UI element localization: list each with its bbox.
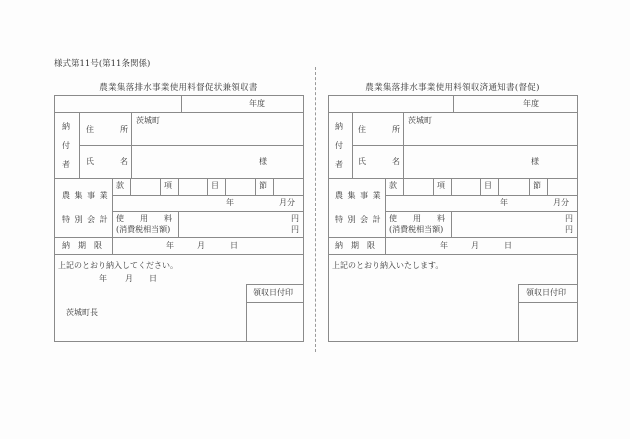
reminder-receipt-form [54,0,304,439]
payment-message: 上記のとおり納入いたします。 [332,261,444,270]
kou-label: 項 [164,181,172,190]
divider [480,178,481,195]
address-label-1: 住 [86,125,94,134]
divider [328,178,577,179]
divider [385,211,577,212]
table-border-left [54,95,55,342]
divider [451,178,452,195]
usage-fee-label: 使 用 料 [116,214,172,223]
moku-label: 目 [211,181,219,190]
kou-label: 項 [437,181,445,190]
divider [54,254,303,255]
receipt-stamp-label: 領収日付印 [526,288,566,297]
divider [453,95,454,112]
divider [112,178,113,254]
payer-label-2: 付 [335,141,343,150]
receipt-stamp-area [519,303,577,341]
payer-label-1: 納 [335,122,343,131]
tax-label: (消費税相当額) [389,225,444,234]
yen-label-2: 円 [291,225,299,234]
divider [255,178,256,195]
table-border-bottom [328,341,577,342]
form-title: 農業集落排水事業使用料領収済通知書(督促) [365,83,540,93]
address-label-1: 住 [358,125,366,134]
payer-label-2: 付 [62,141,70,150]
due-date-label: 納 期 限 [335,241,375,250]
yen-label-1: 円 [291,214,299,223]
divider [328,237,577,238]
table-border-left [328,95,329,342]
divider [54,112,303,113]
special-account-label-1: 農 集 事 業 [335,191,382,200]
moku-label: 目 [484,181,492,190]
divider [352,145,577,146]
divider [112,211,303,212]
divider [518,284,577,285]
fiscal-year-label: 年度 [249,99,265,108]
divider [328,112,577,113]
yen-label-2: 円 [565,225,573,234]
due-day: 日 [230,241,238,250]
divider [178,211,179,237]
due-month: 月 [471,241,479,250]
fiscal-year-label: 年度 [523,99,539,108]
kan-label: 款 [389,181,397,190]
usage-fee-label: 使 用 料 [389,214,445,223]
divider [498,178,499,195]
period-month-label: 月分 [279,198,295,207]
divider [433,178,434,195]
due-year: 年 [166,241,174,250]
period-year-label: 年 [226,198,234,207]
name-label-1: 氏 [86,157,94,166]
address-field[interactable]: 茨城町 [136,116,160,125]
divider [112,195,303,196]
divider [178,178,179,195]
divider [273,178,274,195]
setsu-label: 節 [533,181,541,190]
issuer-name: 茨城町長 [66,308,98,317]
special-account-label-2: 特 別 会 計 [62,215,109,224]
divider [385,178,386,254]
due-date-label: 納 期 限 [62,241,102,250]
payer-label-3: 者 [62,160,70,169]
issue-month: 月 [125,274,133,283]
special-account-label-2: 特 別 会 計 [335,215,382,224]
divider [225,178,226,195]
divider [403,178,404,195]
payer-label-1: 納 [62,122,70,131]
address-field[interactable]: 茨城町 [408,116,432,125]
name-label-2: 名 [120,157,128,166]
divider [451,211,452,237]
due-year: 年 [440,241,448,250]
receipt-stamp-label: 領収日付印 [253,288,293,297]
receipt-stamp-area [247,303,303,341]
cut-line-divider [315,67,316,352]
tax-label: (消費税相当額) [116,225,171,234]
kan-label: 款 [116,181,124,190]
setsu-label: 節 [259,181,267,190]
divider [54,237,303,238]
divider [207,178,208,195]
issue-day: 日 [149,274,157,283]
address-label-2: 所 [120,125,128,134]
name-suffix: 様 [531,157,539,166]
payment-notice-form [328,0,578,439]
table-border-right [303,95,304,342]
special-account-label-1: 農 集 事 業 [62,191,109,200]
name-suffix: 様 [259,157,267,166]
period-month-label: 月分 [553,198,569,207]
payment-message: 上記のとおり納入してください。 [58,261,178,270]
divider [79,145,303,146]
divider [246,284,303,285]
due-month: 月 [197,241,205,250]
payer-label-3: 者 [335,160,343,169]
divider [547,178,548,195]
divider [130,178,131,195]
form-title: 農業集落排水事業使用料督促状兼領収書 [99,83,258,93]
divider [160,178,161,195]
divider [328,254,577,255]
divider [181,95,182,112]
table-border-top [54,95,303,96]
divider [529,178,530,195]
yen-label-1: 円 [565,214,573,223]
period-year-label: 年 [500,198,508,207]
name-label-2: 名 [392,157,400,166]
table-border-bottom [54,341,303,342]
issue-year: 年 [99,274,107,283]
form-number: 様式第11号(第11条関係) [54,59,151,69]
table-border-right [577,95,578,342]
divider [385,195,577,196]
name-label-1: 氏 [358,157,366,166]
due-day: 日 [504,241,512,250]
address-label-2: 所 [392,125,400,134]
